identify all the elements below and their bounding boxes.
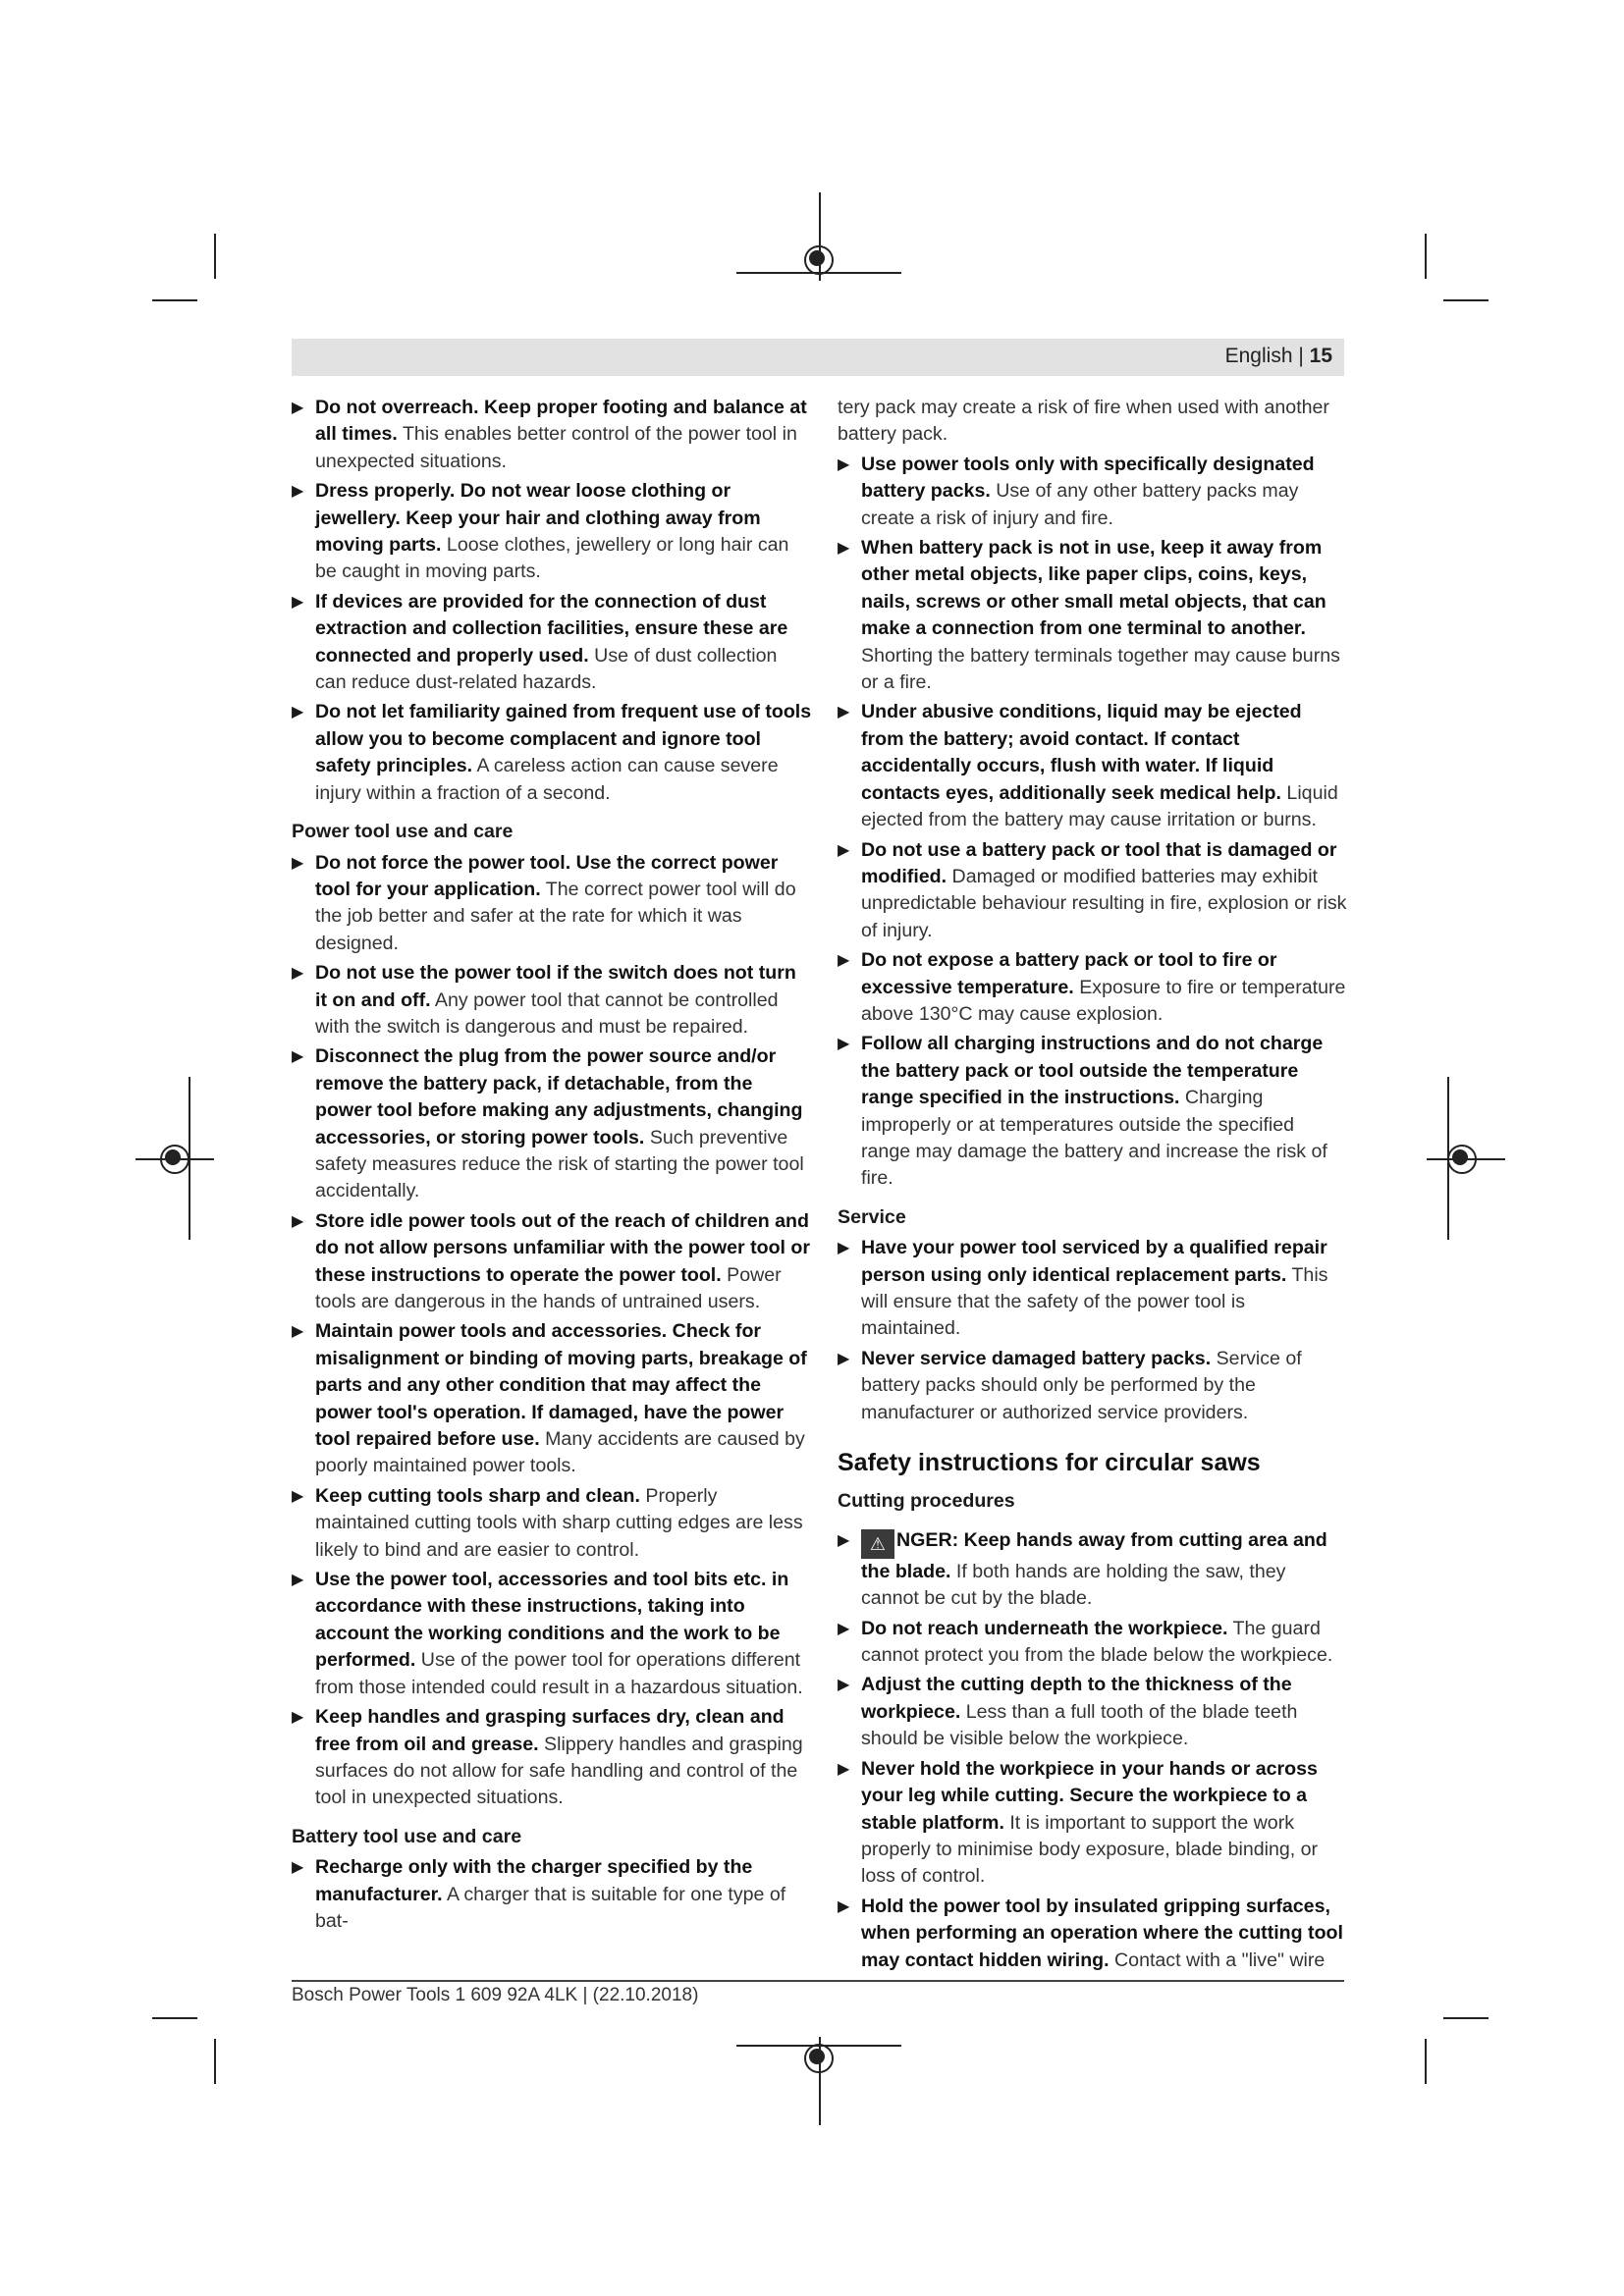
bullet-arrow-icon: ▶ xyxy=(292,1709,304,1727)
list-item xyxy=(838,1235,1348,1343)
page-footer: Bosch Power Tools 1 609 92A 4LK | (22.10.2018) xyxy=(292,1985,699,2005)
bullet-arrow-icon: ▶ xyxy=(292,704,304,721)
item-bold: Never service damaged battery packs. xyxy=(861,1347,1212,1369)
bullet-arrow-icon: ▶ xyxy=(838,455,850,473)
list-item xyxy=(838,535,1348,696)
left-column xyxy=(292,395,812,1938)
item-text: Loose clothes, jewellery or long hair can be caught in moving parts. xyxy=(315,534,789,583)
right-column xyxy=(838,395,1348,1977)
list-item xyxy=(838,1894,1348,1974)
list-item xyxy=(292,1318,812,1479)
list-item xyxy=(838,699,1348,833)
list-item xyxy=(292,960,812,1041)
list-item xyxy=(292,850,812,958)
item-text: A charger that is suitable for one type of bat- xyxy=(315,1883,786,1932)
page-header-text xyxy=(1225,345,1332,368)
item-text: Use of the power tool for operations different from those intended could result in a hazardous situation. xyxy=(315,1649,803,1698)
registration-mark-icon xyxy=(804,245,834,275)
item-bold: Use power tools only with specifically designated battery packs. xyxy=(861,453,1315,503)
registration-mark-icon xyxy=(160,1145,189,1174)
list-item xyxy=(292,1854,812,1935)
bullet-arrow-icon: ▶ xyxy=(838,1677,850,1694)
item-bold: Do not expose a battery pack or tool to fire or excessive temperature. xyxy=(861,949,1277,998)
item-text: It is important to support the work properly to minimise body exposure, blade binding, or loss of control. xyxy=(861,1811,1319,1888)
item-text: Many accidents are caused by poorly maintained power tools. xyxy=(315,1428,805,1477)
page-number: 15 xyxy=(1309,345,1332,367)
bullet-arrow-icon: ▶ xyxy=(292,1572,304,1589)
bullet-arrow-icon: ▶ xyxy=(838,1036,850,1053)
item-bold: If devices are provided for the connection of dust extraction and collection facilities, ensure these are connected and properly used. xyxy=(315,590,788,667)
bullet-arrow-icon: ▶ xyxy=(838,1350,850,1367)
page-header xyxy=(292,339,1344,376)
list-item xyxy=(292,1043,812,1204)
item-bold: Do not let familiarity gained from frequent use of tools allow you to become complacent and ignore tool safety principles. xyxy=(315,701,812,777)
item-text: Charging improperly or at temperatures outside the specified range may damage the battery and increase the risk of fire. xyxy=(861,1087,1327,1190)
item-bold: Hold the power tool by insulated gripping surfaces, when performing an operation where the cutting tool may contact hidden wiring. xyxy=(861,1895,1343,1971)
item-text: Shorting the battery terminals together may cause burns or a fire. xyxy=(861,644,1340,694)
section-title: Safety instructions for circular saws xyxy=(838,1449,1261,1477)
item-bold: Disconnect the plug from the power source and/or remove the battery pack, if detachable, from the power tool before making any adjustments, changing accessories, or storing power tools. xyxy=(315,1045,803,1148)
item-text: Damaged or modified batteries may exhibit unpredictable behaviour resulting in fire, explosion or risk of injury. xyxy=(861,865,1347,941)
item-bold: Never hold the workpiece in your hands or across your leg while cutting. Secure the workpiece to a stable platform. xyxy=(861,1757,1318,1834)
crop-mark xyxy=(1425,234,1427,279)
bullet-arrow-icon: ▶ xyxy=(838,1620,850,1637)
header-separator: | xyxy=(1292,345,1310,367)
item-bold: Do not force the power tool. Use the correct power tool for your application. xyxy=(315,851,779,900)
list-item xyxy=(292,1208,812,1316)
crop-mark xyxy=(1443,2017,1489,2019)
list-item xyxy=(838,1616,1348,1670)
item-text: The guard cannot protect you from the blade below the workpiece. xyxy=(861,1617,1333,1667)
item-bold: Keep cutting tools sharp and clean. xyxy=(315,1484,640,1507)
bullet-arrow-icon: ▶ xyxy=(838,1760,850,1778)
list-item xyxy=(292,589,812,697)
bullet-arrow-icon: ▶ xyxy=(292,854,304,872)
list-item xyxy=(838,947,1348,1028)
crop-mark xyxy=(1425,2039,1427,2084)
bullet-arrow-icon: ▶ xyxy=(838,841,850,859)
bullet-arrow-icon: ▶ xyxy=(838,1531,850,1549)
item-text: Slippery handles and grasping surfaces do not allow for safe handling and control of the tool in unexpected situations. xyxy=(315,1733,803,1809)
danger-warning-icon: ⚠ xyxy=(861,1529,894,1559)
item-text: If both hands are holding the saw, they cannot be cut by the blade. xyxy=(861,1560,1286,1610)
item-text: Use of dust collection can reduce dust-related hazards. xyxy=(315,644,778,694)
item-bold: Keep handles and grasping surfaces dry, clean and free from oil and grease. xyxy=(315,1706,785,1755)
item-bold: Do not use a battery pack or tool that is damaged or modified. xyxy=(861,838,1337,887)
item-text: Liquid ejected from the battery may cause irritation or burns. xyxy=(861,781,1338,831)
item-bold: Adjust the cutting depth to the thickness of the workpiece. xyxy=(861,1674,1292,1723)
footer-divider xyxy=(292,1980,1344,1982)
list-item xyxy=(292,1704,812,1812)
bullet-arrow-icon: ▶ xyxy=(292,1487,304,1505)
bullet-arrow-icon: ▶ xyxy=(838,1897,850,1915)
bullet-arrow-icon: ▶ xyxy=(292,1048,304,1066)
item-bold: Recharge only with the charger specified by the manufacturer. xyxy=(315,1856,753,1905)
item-bold: Under abusive conditions, liquid may be ejected from the battery; avoid contact. If contact accidentally occurs, flush with water. If liquid contacts eyes, additionally seek medical help. xyxy=(861,701,1302,804)
item-text: This will ensure that the safety of the power tool is maintained. xyxy=(861,1263,1328,1340)
crop-mark xyxy=(1443,299,1489,301)
crop-mark xyxy=(152,2017,197,2019)
item-text: A careless action can cause severe injury within a fraction of a second. xyxy=(315,755,779,804)
list-item xyxy=(838,452,1348,532)
crop-mark xyxy=(214,234,216,279)
item-text: Exposure to fire or temperature above 130°C may cause explosion. xyxy=(861,976,1346,1025)
bullet-arrow-icon: ▶ xyxy=(292,1323,304,1341)
list-item xyxy=(292,395,812,475)
list-item xyxy=(292,699,812,807)
section-heading: Power tool use and care xyxy=(292,821,514,843)
item-text: Properly maintained cutting tools with sharp cutting edges are less likely to bind and are easier to control. xyxy=(315,1484,803,1561)
item-text: Less than a full tooth of the blade teeth should be visible below the workpiece. xyxy=(861,1700,1298,1750)
item-text: Contact with a "live" wire xyxy=(1109,1949,1326,1971)
bullet-arrow-icon: ▶ xyxy=(292,1859,304,1877)
bullet-arrow-icon: ▶ xyxy=(838,704,850,721)
item-bold: Have your power tool serviced by a qualified repair person using only identical replacement parts. xyxy=(861,1237,1327,1286)
item-bold: Use the power tool, accessories and tool bits etc. in accordance with these instructions, taking into account the working conditions and the work to be performed. xyxy=(315,1569,789,1672)
list-item xyxy=(838,1672,1348,1752)
item-bold: Dress properly. Do not wear loose clothing or jewellery. Keep your hair and clothing away from moving parts. xyxy=(315,480,761,557)
bullet-arrow-icon: ▶ xyxy=(292,1212,304,1230)
list-item xyxy=(838,837,1348,945)
bullet-arrow-icon: ▶ xyxy=(292,593,304,611)
bullet-arrow-icon: ▶ xyxy=(838,1240,850,1257)
section-heading: Battery tool use and care xyxy=(292,1825,522,1847)
item-bold: Do not use the power tool if the switch does not turn it on and off. xyxy=(315,962,796,1011)
item-bold: When battery pack is not in use, keep it away from other metal objects, like paper clips, coins, keys, nails, screws or other small metal objects, that can make a connection from one terminal to another. xyxy=(861,537,1326,640)
item-bold: Do not overreach. Keep proper footing and balance at all times. xyxy=(315,397,807,446)
list-item xyxy=(292,1567,812,1701)
bullet-arrow-icon: ▶ xyxy=(838,952,850,970)
item-text: This enables better control of the power tool in unexpected situations. xyxy=(315,423,797,472)
item-text: Power tools are dangerous in the hands of untrained users. xyxy=(315,1263,782,1312)
list-item xyxy=(838,1527,1348,1613)
item-text: The correct power tool will do the job better and safer at the rate for which it was designed. xyxy=(315,878,796,954)
item-bold: Store idle power tools out of the reach of children and do not allow persons unfamiliar with the power tool or these instructions to operate the power tool. xyxy=(315,1209,811,1286)
section-heading: Service xyxy=(838,1205,906,1228)
item-bold: Do not reach underneath the workpiece. xyxy=(861,1617,1228,1639)
list-item xyxy=(838,1346,1348,1426)
bullet-arrow-icon: ▶ xyxy=(292,965,304,983)
list-item xyxy=(838,1756,1348,1891)
crop-mark xyxy=(214,2039,216,2084)
language-label: English xyxy=(1224,345,1293,367)
registration-mark-icon xyxy=(1447,1145,1477,1174)
list-item xyxy=(292,478,812,586)
bullet-arrow-icon: ▶ xyxy=(838,540,850,558)
list-item xyxy=(838,1031,1348,1192)
item-text: Such preventive safety measures reduce the risk of starting the power tool accidentally. xyxy=(315,1126,804,1202)
item-text: Any power tool that cannot be controlled with the switch is dangerous and must be repaired. xyxy=(315,988,779,1038)
item-text: Service of battery packs should only be performed by the manufacturer or authorized service providers. xyxy=(861,1347,1302,1423)
list-item xyxy=(292,1483,812,1564)
section-heading: Cutting procedures xyxy=(838,1490,1015,1513)
continued-text: tery pack may create a risk of fire when used with another battery pack. xyxy=(838,397,1329,446)
item-bold: Maintain power tools and accessories. Check for misalignment or binding of moving parts, breakage of parts and any other condition that may affect the power tool's operation. If damaged, have the power tool repaired before use. xyxy=(315,1320,807,1451)
registration-mark-icon xyxy=(804,2044,834,2073)
item-text: Use of any other battery packs may create a risk of injury and fire. xyxy=(861,480,1299,529)
bullet-arrow-icon: ▶ xyxy=(292,400,304,416)
crop-mark xyxy=(152,299,197,301)
item-bold: NGER: Keep hands away from cutting area and the blade. xyxy=(861,1528,1327,1582)
bullet-arrow-icon: ▶ xyxy=(292,483,304,501)
item-bold: Follow all charging instructions and do not charge the battery pack or tool outside the temperature range specified in the instructions. xyxy=(861,1033,1324,1109)
